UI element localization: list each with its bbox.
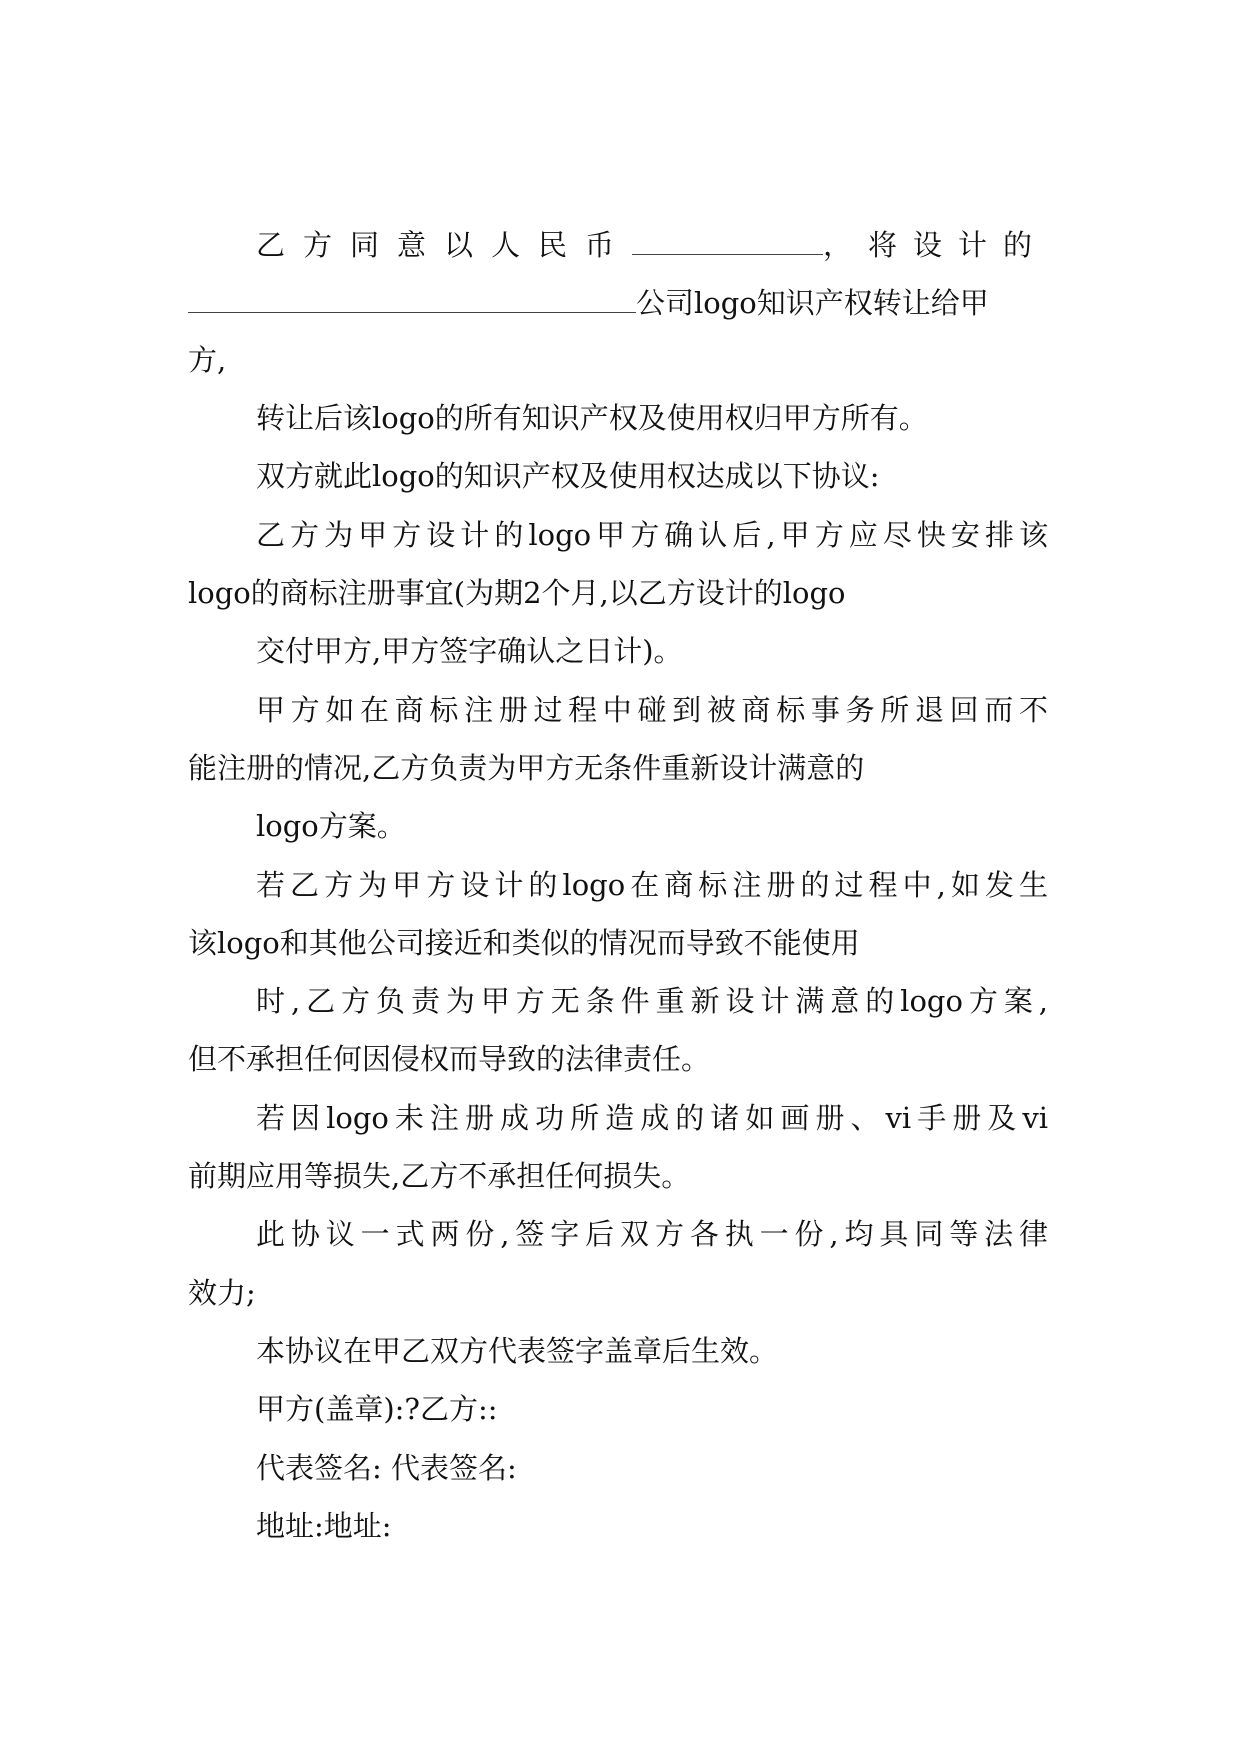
paragraph-line: logo方案。 bbox=[256, 809, 406, 843]
paragraph-line: 该logo和其他公司接近和类似的情况而导致不能使用 bbox=[188, 926, 860, 960]
paragraph-line: 效力; bbox=[188, 1276, 256, 1310]
paragraph-line: 本协议在甲乙双方代表签字盖章后生效。 bbox=[256, 1334, 779, 1368]
transfer-clause: 公司logo知识产权转让给甲 bbox=[636, 286, 989, 320]
price-clause: 乙方同意以人民币 bbox=[256, 228, 633, 262]
paragraph-line: 但不承担任何因侵权而导致的法律责任。 bbox=[188, 1042, 711, 1076]
company-name-blank bbox=[188, 282, 636, 313]
signature-line: 代表签名: 代表签名: bbox=[256, 1451, 517, 1485]
paragraph-line: 乙方为甲方设计的logo甲方确认后,甲方应尽快安排该 bbox=[256, 518, 1048, 552]
price-blank bbox=[632, 224, 823, 255]
paragraph-line bbox=[188, 282, 1048, 323]
address-line: 地址:地址: bbox=[256, 1509, 392, 1543]
paragraph-line: 方, bbox=[188, 343, 227, 377]
paragraph-line bbox=[256, 224, 1048, 265]
paragraph-line: 此协议一式两份,签字后双方各执一份,均具同等法律 bbox=[256, 1217, 1049, 1251]
paragraph-line: 若乙方为甲方设计的logo在商标注册的过程中,如发生 bbox=[256, 868, 1048, 902]
paragraph-line: logo的商标注册事宜(为期2个月,以乙方设计的logo bbox=[188, 576, 846, 610]
paragraph-line: 双方就此logo的知识产权及使用权达成以下协议: bbox=[256, 459, 880, 493]
paragraph-line: 能注册的情况,乙方负责为甲方无条件重新设计满意的 bbox=[188, 751, 865, 785]
paragraph-line: 若因logo未注册成功所造成的诸如画册、vi手册及vi bbox=[256, 1101, 1048, 1135]
design-clause: ，将设计的 bbox=[822, 228, 1048, 262]
party-stamp-line: 甲方(盖章):?乙方:: bbox=[256, 1392, 498, 1426]
paragraph-line: 交付甲方,甲方签字确认之日计)。 bbox=[256, 634, 683, 668]
paragraph-line: 前期应用等损失,乙方不承担任何损失。 bbox=[188, 1159, 691, 1193]
paragraph-line: 时,乙方负责为甲方无条件重新设计满意的logo方案, bbox=[256, 984, 1048, 1018]
paragraph-line: 甲方如在商标注册过程中碰到被商标事务所退回而不 bbox=[256, 693, 1048, 727]
paragraph-line: 转让后该logo的所有知识产权及使用权归甲方所有。 bbox=[256, 401, 928, 435]
